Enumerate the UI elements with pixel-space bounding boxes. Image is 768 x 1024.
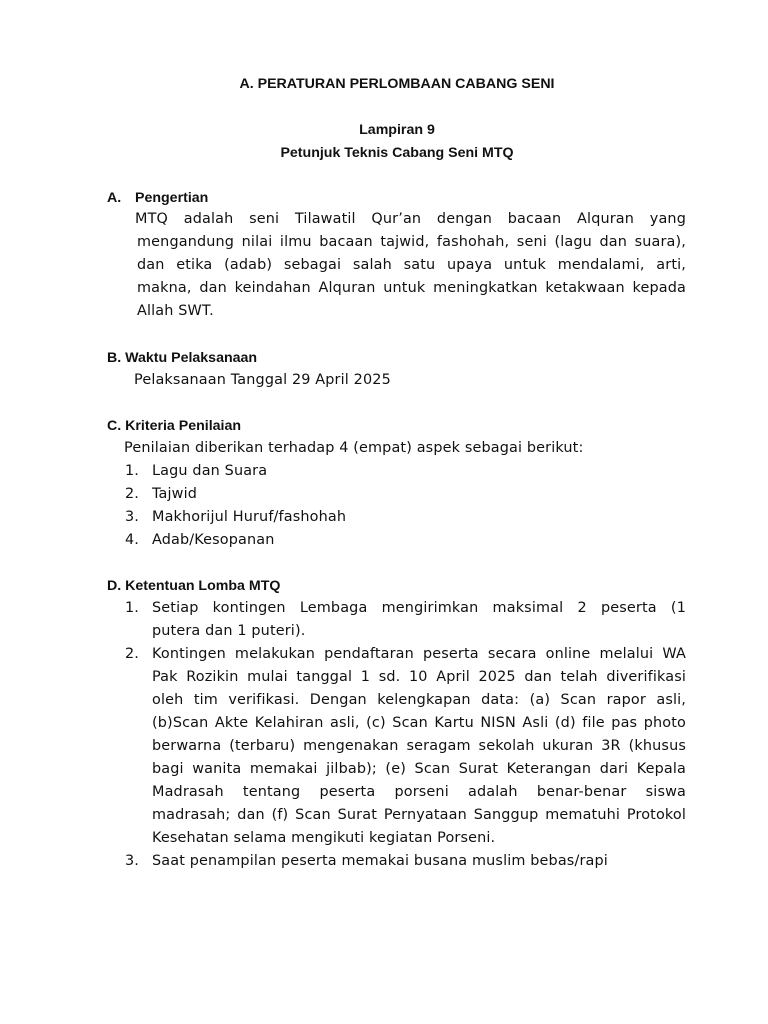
rule-line: Saat penampilan peserta memakai busana muslim bebas/rapi bbox=[152, 853, 608, 869]
section-a-heading: Pengertian bbox=[135, 190, 209, 206]
rule-line: berwarna (terbaru) mengenakan seragam sekolah ukuran 3R (khusus bbox=[152, 738, 686, 754]
section-c-intro: Penilaian diberikan terhadap 4 (empat) aspek sebagai berikut: bbox=[124, 440, 584, 456]
section-d-heading: D. Ketentuan Lomba MTQ bbox=[107, 578, 281, 594]
main-title: A. PERATURAN PERLOMBAAN CABANG SENI bbox=[239, 76, 555, 92]
document-subtitle: Petunjuk Teknis Cabang Seni MTQ bbox=[280, 145, 514, 161]
rule-line: Kontingen melakukan pendaftaran peserta secara online melalui WA bbox=[152, 646, 686, 662]
rule-line: Kesehatan selama mengikuti kegiatan Porseni. bbox=[152, 830, 496, 846]
section-b-heading: B. Waktu Pelaksanaan bbox=[107, 350, 258, 366]
rule-line: madrasah; dan (f) Scan Surat Pernyataan Sanggup mematuhi Protokol bbox=[152, 807, 686, 823]
criteria-item: Tajwid bbox=[152, 486, 198, 502]
rule-number: 1. bbox=[125, 600, 140, 616]
rule-line: Madrasah tentang peserta porseni adalah benar-benar siswa bbox=[152, 784, 686, 800]
rule-line: Pak Rozikin mulai tanggal 1 sd. 10 April 2025 dan telah diverifikasi bbox=[152, 669, 686, 685]
criteria-item: Lagu dan Suara bbox=[152, 463, 268, 479]
rule-number: 2. bbox=[125, 646, 140, 662]
rule-line: (b)Scan Akte Kelahiran asli, (c) Scan Kartu NISN Asli (d) file pas photo bbox=[152, 715, 686, 731]
criteria-item: Adab/Kesopanan bbox=[152, 532, 275, 548]
rule-line: bagi wanita memakai jilbab); (e) Scan Surat Keterangan dari Kepala bbox=[152, 761, 686, 777]
rule-line: Setiap kontingen Lembaga mengirimkan maksimal 2 peserta (1 bbox=[152, 600, 686, 616]
criteria-number: 2. bbox=[125, 486, 140, 502]
criteria-number: 1. bbox=[125, 463, 140, 479]
appendix-label: Lampiran 9 bbox=[359, 122, 435, 138]
section-a-line-1: MTQ adalah seni Tilawatil Qur’an dengan bacaan Alquran yang bbox=[135, 211, 686, 227]
criteria-number: 3. bbox=[125, 509, 140, 525]
section-c-heading: C. Kriteria Penilaian bbox=[107, 418, 242, 434]
section-a-line-2: mengandung nilai ilmu bacaan tajwid, fashohah, seni (lagu dan suara), bbox=[137, 234, 686, 250]
rule-line: oleh tim verifikasi. Dengan kelengkapan data: (a) Scan rapor asli, bbox=[152, 692, 686, 708]
criteria-item: Makhorijul Huruf/fashohah bbox=[152, 509, 347, 525]
section-a-line-3: dan etika (adab) sebagai salah satu upaya untuk mendalami, arti, bbox=[137, 257, 686, 273]
section-a-line-5: Allah SWT. bbox=[137, 303, 214, 319]
section-b-text: Pelaksanaan Tanggal 29 April 2025 bbox=[134, 372, 391, 388]
criteria-number: 4. bbox=[125, 532, 140, 548]
rule-number: 3. bbox=[125, 853, 140, 869]
section-a-label: A. bbox=[107, 190, 122, 206]
section-a-line-4: makna, dan keindahan Alquran untuk meningkatkan ketakwaan kepada bbox=[137, 280, 686, 296]
rule-line: putera dan 1 puteri). bbox=[152, 623, 306, 639]
